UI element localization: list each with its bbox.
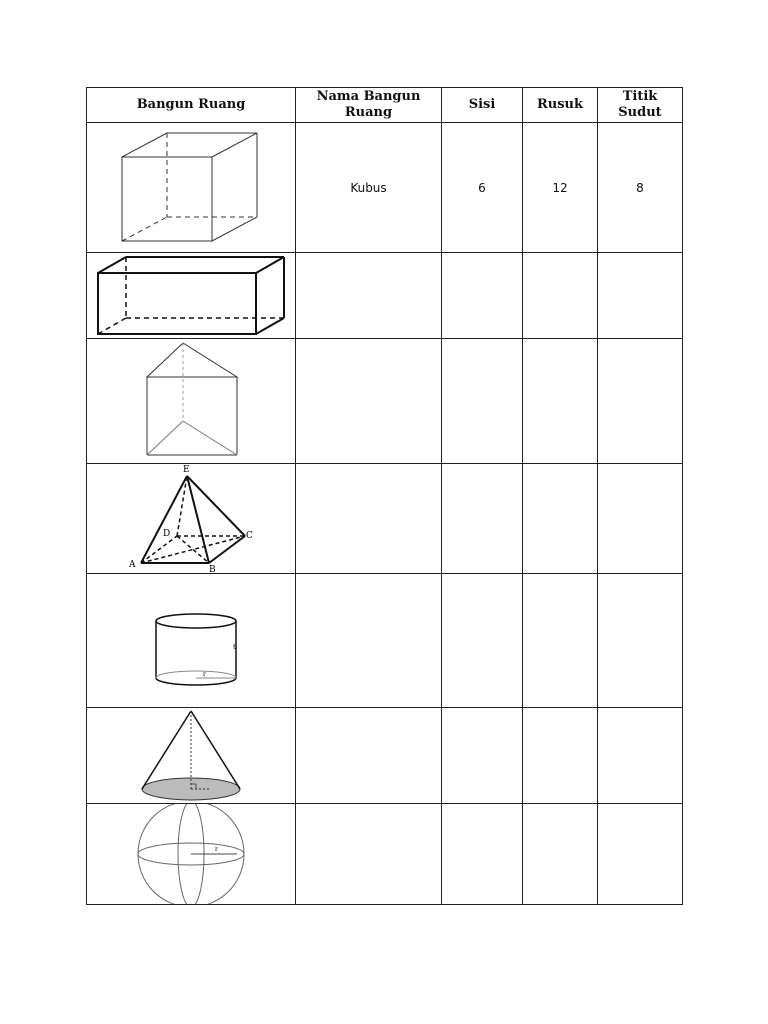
header-shape: Bangun Ruang [87, 88, 296, 123]
table-row [87, 574, 683, 708]
shape-name-cell [296, 464, 442, 574]
faces-cell [442, 804, 523, 905]
shape-cell [87, 253, 296, 339]
header-shape-name-line2: Ruang [344, 105, 393, 120]
edges-cell [523, 339, 598, 464]
shape-cell [87, 804, 296, 905]
shape-cell [87, 708, 296, 804]
table-row [87, 708, 683, 804]
shape-name-cell: Kubus [296, 123, 442, 253]
faces-cell [442, 708, 523, 804]
header-shape-name [296, 88, 442, 123]
sphere-radius-label: r [215, 846, 218, 853]
cylinder-radius-label: r [203, 671, 206, 678]
shape-name-cell [296, 253, 442, 339]
vertex-label-c: C [246, 531, 253, 541]
header-shape-name-line1: Nama Bangun [316, 89, 421, 104]
edges-cell [523, 708, 598, 804]
cube-icon [87, 123, 296, 252]
cylinder-height-label: t [233, 643, 236, 651]
header-faces: Sisi [442, 88, 523, 123]
header-vertices-line1: Titik [622, 89, 658, 104]
triangular-prism-icon [87, 339, 296, 463]
faces-cell [442, 464, 523, 574]
cylinder-icon [87, 574, 296, 707]
edges-cell [523, 804, 598, 905]
vertices-cell [598, 804, 683, 905]
vertices-cell [598, 464, 683, 574]
faces-cell [442, 253, 523, 339]
shape-name-cell [296, 339, 442, 464]
header-vertices-line2: Sudut [618, 105, 662, 120]
edges-cell [523, 253, 598, 339]
shape-cell [87, 339, 296, 464]
vertices-cell [598, 574, 683, 708]
cone-icon [87, 708, 296, 803]
vertex-label-e: E [183, 465, 190, 475]
table-row [87, 804, 683, 905]
shape-cell [87, 123, 296, 253]
vertices-cell [598, 339, 683, 464]
shape-name-cell [296, 804, 442, 905]
header-edges: Rusuk [523, 88, 598, 123]
faces-cell [442, 574, 523, 708]
faces-cell [442, 339, 523, 464]
vertex-label-b: B [209, 565, 216, 573]
table-row [87, 253, 683, 339]
table-row [87, 123, 683, 253]
table-row [87, 464, 683, 574]
edges-cell [523, 464, 598, 574]
shapes-worksheet-table [86, 87, 683, 905]
edges-cell [523, 574, 598, 708]
shape-cell [87, 464, 296, 574]
square-pyramid-icon [87, 464, 296, 573]
cuboid-icon [87, 253, 296, 338]
header-row [87, 88, 683, 123]
vertices-cell [598, 253, 683, 339]
shape-cell [87, 574, 296, 708]
table-row [87, 339, 683, 464]
shape-name-cell [296, 708, 442, 804]
shape-name-cell [296, 574, 442, 708]
header-vertices [598, 88, 683, 123]
edges-cell: 12 [523, 123, 598, 253]
vertices-cell: 8 [598, 123, 683, 253]
sphere-icon [87, 804, 296, 904]
vertex-label-a: A [129, 560, 136, 570]
vertices-cell [598, 708, 683, 804]
faces-cell: 6 [442, 123, 523, 253]
vertex-label-d: D [163, 529, 171, 539]
